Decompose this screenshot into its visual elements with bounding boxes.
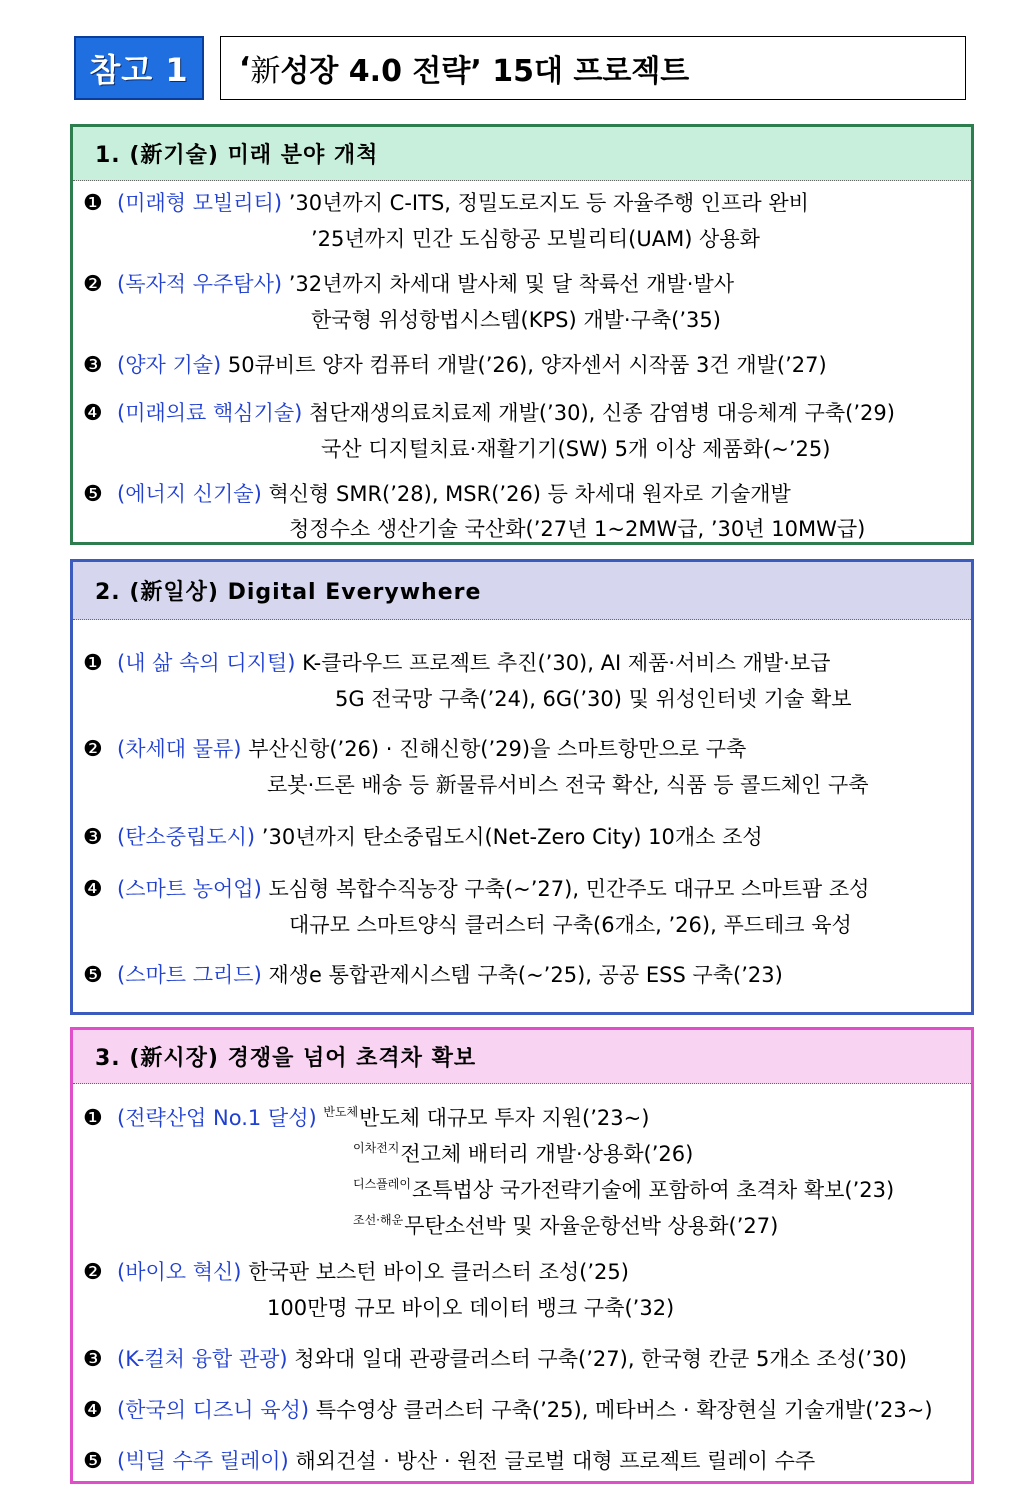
- reference-badge: 참고 1: [74, 36, 204, 100]
- list-item: ❸ (양자 기술) 50큐비트 양자 컴퓨터 개발(’26), 양자센서 시작품 3건 개발(’27): [83, 353, 827, 378]
- list-item: ❺ (에너지 신기술) 혁신형 SMR(’28), MSR(’26) 등 차세대 원자로 기술개발: [83, 482, 791, 507]
- list-item: ❷ (바이오 혁신) 한국판 보스턴 바이오 클러스터 조성(’25): [83, 1260, 629, 1285]
- list-item: ❶ (내 삶 속의 디지털) K-클라우드 프로젝트 추진(’30), AI 제품·서비스 개발·보급: [83, 651, 831, 676]
- list-item: ❷ (독자적 우주탐사) ’32년까지 차세대 발사체 및 달 착륙선 개발·발사: [83, 272, 735, 297]
- list-item: ❺ (빅딜 수주 릴레이) 해외건설 · 방산 · 원전 글로벌 대형 프로젝트 릴레이 수주: [83, 1449, 816, 1474]
- list-item: ❶ (미래형 모빌리티) ’30년까지 C-ITS, 정밀도로지도 등 자율주행 인프라 완비: [83, 191, 809, 216]
- section-new-market: 3. (新시장) 경쟁을 넘어 초격차 확보 ❶ (전략산업 No.1 달성) $^{반도체}$반도체 대규모 투자 지원(’23~) $^{이차전지}$전고체 배터리 개발·상용화(’26) $^{디스플레이}$조특법상 국가전략기술에 포함하여 초격차 확보(’23) $^{조선\cdot 해운}$무탄소선박 및 자율운항선박 상용화(’27) ❷ (바이오 혁신) 한국판 보스턴 바이오 클러스터 조성(’25) 100만명 규모 바이오 데이터 뱅크 구축(’32) ❸ (K-컬처 융합 관광) 청와대 일대 관광클러스터 구축(’27), 한국형 칸쿤 5개소 조성(’30) ❹ (한국의 디즈니 육성) 특수영상 클러스터 구축(’25), 메타버스 · 확장현실 기술개발(’23~) ❺ (빅딜 수주 릴레이) 해외건설 · 방산 · 원전 글로벌 대형 프로젝트 릴레이 수주: [70, 1027, 974, 1484]
- list-item: ❹ (미래의료 핵심기술) 첨단재생의료치료제 개발(’30), 신종 감염병 대응체계 구축(’29): [83, 401, 895, 426]
- page-title: ‘ 新 성장 4.0 전략’ 15대 프로젝트: [220, 36, 966, 100]
- section-new-daily-life: 2. (新일상) Digital Everywhere ❶ (내 삶 속의 디지털) K-클라우드 프로젝트 추진(’30), AI 제품·서비스 개발·보급 5G 전국망 구축(’24), 6G(’30) 및 위성인터넷 기술 확보 ❷ (차세대 물류) 부산신항(’26) · 진해신항(’29)을 스마트항만으로 구축 로봇·드론 배송 등 新물류서비스 전국 확산, 식품 등 콜드체인 구축 ❸ (탄소중립도시) ’30년까지 탄소중립도시(Net-Zero City) 10개소 조성 ❹ (스마트 농어업) 도심형 복합수직농장 구축(~’27), 민간주도 대규모 스마트팜 조성 대규모 스마트양식 클러스터 구축(6개소, ’26), 푸드테크 육성 ❺ (스마트 그리드) 재생e 통합관제시스템 구축(~’25), 공공 ESS 구축(’23): [70, 559, 974, 1015]
- list-item: ❸ (탄소중립도시) ’30년까지 탄소중립도시(Net-Zero City) 10개소 조성: [83, 825, 763, 850]
- list-item: ❹ (한국의 디즈니 육성) 특수영상 클러스터 구축(’25), 메타버스 · 확장현실 기술개발(’23~): [83, 1398, 933, 1423]
- section-new-technology: 1. (新기술) 미래 분야 개척 ❶ (미래형 모빌리티) ’30년까지 C-ITS, 정밀도로지도 등 자율주행 인프라 완비 ’25년까지 민간 도심항공 모빌리티(UAM) 상용화 ❷ (독자적 우주탐사) ’32년까지 차세대 발사체 및 달 착륙선 개발·발사 한국형 위성항법시스템(KPS) 개발·구축(’35) ❸ (양자 기술) 50큐비트 양자 컴퓨터 개발(’26), 양자센서 시작품 3건 개발(’27) ❹ (미래의료 핵심기술) 첨단재생의료치료제 개발(’30), 신종 감염병 대응체계 구축(’29) 국산 디지털치료·재활기기(SW) 5개 이상 제품화(~’25) ❺ (에너지 신기술) 혁신형 SMR(’28), MSR(’26) 등 차세대 원자로 기술개발 청정수소 생산기술 국산화(’27년 1~2MW급, ’30년 10MW급): [70, 124, 974, 545]
- page-header: [74, 36, 966, 100]
- list-item: ❷ (차세대 물류) 부산신항(’26) · 진해신항(’29)을 스마트항만으로 구축: [83, 737, 747, 762]
- section-title: 2. (新일상) Digital Everywhere: [73, 562, 971, 620]
- list-item: ❶ (전략산업 No.1 달성) $^{반도체}$반도체 대규모 투자 지원(’23~): [83, 1105, 650, 1131]
- section-title: 3. (新시장) 경쟁을 넘어 초격차 확보: [73, 1030, 971, 1084]
- list-item: ❺ (스마트 그리드) 재생e 통합관제시스템 구축(~’25), 공공 ESS 구축(’23): [83, 963, 783, 988]
- section-title: 1. (新기술) 미래 분야 개척: [73, 127, 971, 181]
- list-item: ❸ (K-컬처 융합 관광) 청와대 일대 관광클러스터 구축(’27), 한국형 칸쿤 5개소 조성(’30): [83, 1347, 907, 1372]
- list-item: ❹ (스마트 농어업) 도심형 복합수직농장 구축(~’27), 민간주도 대규모 스마트팜 조성: [83, 877, 870, 902]
